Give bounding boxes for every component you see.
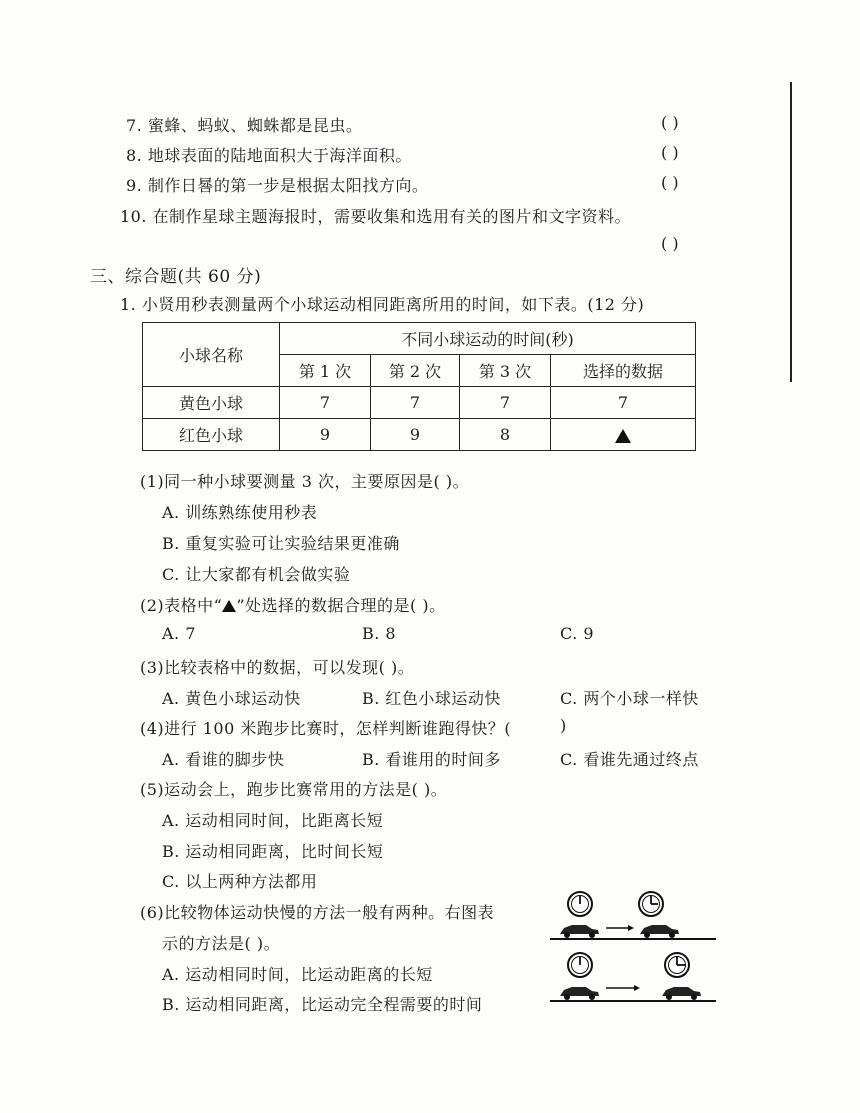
question-1-stem: 1. 小贤用秒表测量两个小球运动相同距离所用的时间，如下表。(12 分): [120, 295, 645, 314]
option-5a[interactable]: A. 运动相同时间，比距离长短: [162, 811, 384, 830]
option-1c[interactable]: C. 让大家都有机会做实验: [162, 565, 351, 584]
table-col-header: 第 3 次: [460, 355, 551, 387]
triangle-icon: [222, 600, 236, 612]
motion-diagram: [548, 888, 718, 1008]
arrow-right-icon: [606, 925, 634, 931]
table-header-name: 小球名称: [143, 323, 280, 387]
table-cell: 9: [280, 419, 371, 451]
table-cell: 7: [280, 387, 371, 419]
car-icon: [662, 987, 701, 1000]
table-cell: 黄色小球: [143, 387, 280, 419]
table-cell: 8: [460, 419, 551, 451]
table-col-header: 第 1 次: [280, 355, 371, 387]
sub-question-6-line2: 示的方法是( )。: [162, 934, 281, 953]
car-icon: [560, 987, 599, 1000]
table-col-header: 选择的数据: [551, 355, 696, 387]
clock-icon: [568, 953, 592, 977]
sub-question-3: (3)比较表格中的数据，可以发现( )。: [140, 658, 415, 677]
table-cell: 7: [371, 387, 460, 419]
option-2b[interactable]: B. 8: [362, 624, 397, 643]
table-cell: 7: [551, 387, 696, 419]
answer-paren-8[interactable]: ( ): [661, 143, 679, 162]
table-cell: 红色小球: [143, 419, 280, 451]
car-icon: [560, 925, 599, 938]
table-cell-triangle: [551, 419, 696, 451]
table-row: [143, 419, 696, 451]
answer-paren-10[interactable]: ( ): [661, 234, 679, 253]
judgment-7: 7. 蜜蜂、蚂蚁、蜘蛛都是昆虫。: [126, 116, 363, 135]
option-3a[interactable]: A. 黄色小球运动快: [162, 689, 301, 708]
option-1a[interactable]: A. 训练熟练使用秒表: [162, 503, 318, 522]
option-1b[interactable]: B. 重复实验可让实验结果更准确: [162, 534, 400, 553]
sub-question-6-line1: (6)比较物体运动快慢的方法一般有两种。右图表: [140, 903, 495, 922]
triangle-icon: [615, 429, 631, 443]
table-cell: 9: [371, 419, 460, 451]
option-4a[interactable]: A. 看谁的脚步快: [162, 750, 285, 769]
judgment-10: 10. 在制作星球主题海报时，需要收集和选用有关的图片和文字资料。: [120, 207, 632, 226]
sub-question-4-close: ): [560, 716, 567, 735]
option-4b[interactable]: B. 看谁用的时间多: [362, 750, 501, 769]
table-col-header: 第 2 次: [371, 355, 460, 387]
page-edge-line: [790, 82, 792, 382]
judgment-9: 9. 制作日晷的第一步是根据太阳找方向。: [126, 176, 429, 195]
option-5b[interactable]: B. 运动相同距离，比时间长短: [162, 842, 384, 861]
table-header-group: 不同小球运动的时间(秒): [280, 323, 696, 355]
section-title: 三、综合题(共 60 分): [90, 267, 262, 287]
option-3c[interactable]: C. 两个小球一样快: [560, 689, 699, 708]
car-icon: [640, 925, 679, 938]
timing-table: [142, 322, 696, 451]
option-2a[interactable]: A. 7: [162, 624, 196, 643]
sub-question-2: (2)表格中“ ”处选择的数据合理的是( )。: [140, 596, 446, 615]
answer-paren-9[interactable]: ( ): [661, 173, 679, 192]
option-6a[interactable]: A. 运动相同时间，比运动距离的长短: [162, 965, 433, 984]
clock-icon: [639, 892, 663, 916]
table-cell: 7: [460, 387, 551, 419]
answer-paren-7[interactable]: ( ): [661, 113, 679, 132]
clock-icon: [665, 953, 689, 977]
option-3b[interactable]: B. 红色小球运动快: [362, 689, 501, 708]
sub-question-4: (4)进行 100 米跑步比赛时，怎样判断谁跑得快？(: [140, 719, 512, 738]
sub-question-5: (5)运动会上，跑步比赛常用的方法是( )。: [140, 780, 448, 799]
sub-question-1: (1)同一种小球要测量 3 次，主要原因是( )。: [140, 472, 470, 491]
option-4c[interactable]: C. 看谁先通过终点: [560, 750, 699, 769]
option-5c[interactable]: C. 以上两种方法都用: [162, 872, 318, 891]
judgment-8: 8. 地球表面的陆地面积大于海洋面积。: [126, 146, 412, 165]
arrow-right-icon: [606, 985, 640, 991]
table-row: [143, 387, 696, 419]
option-6b[interactable]: B. 运动相同距离，比运动完全程需要的时间: [162, 995, 483, 1014]
option-2c[interactable]: C. 9: [560, 624, 595, 643]
clock-icon: [568, 892, 592, 916]
